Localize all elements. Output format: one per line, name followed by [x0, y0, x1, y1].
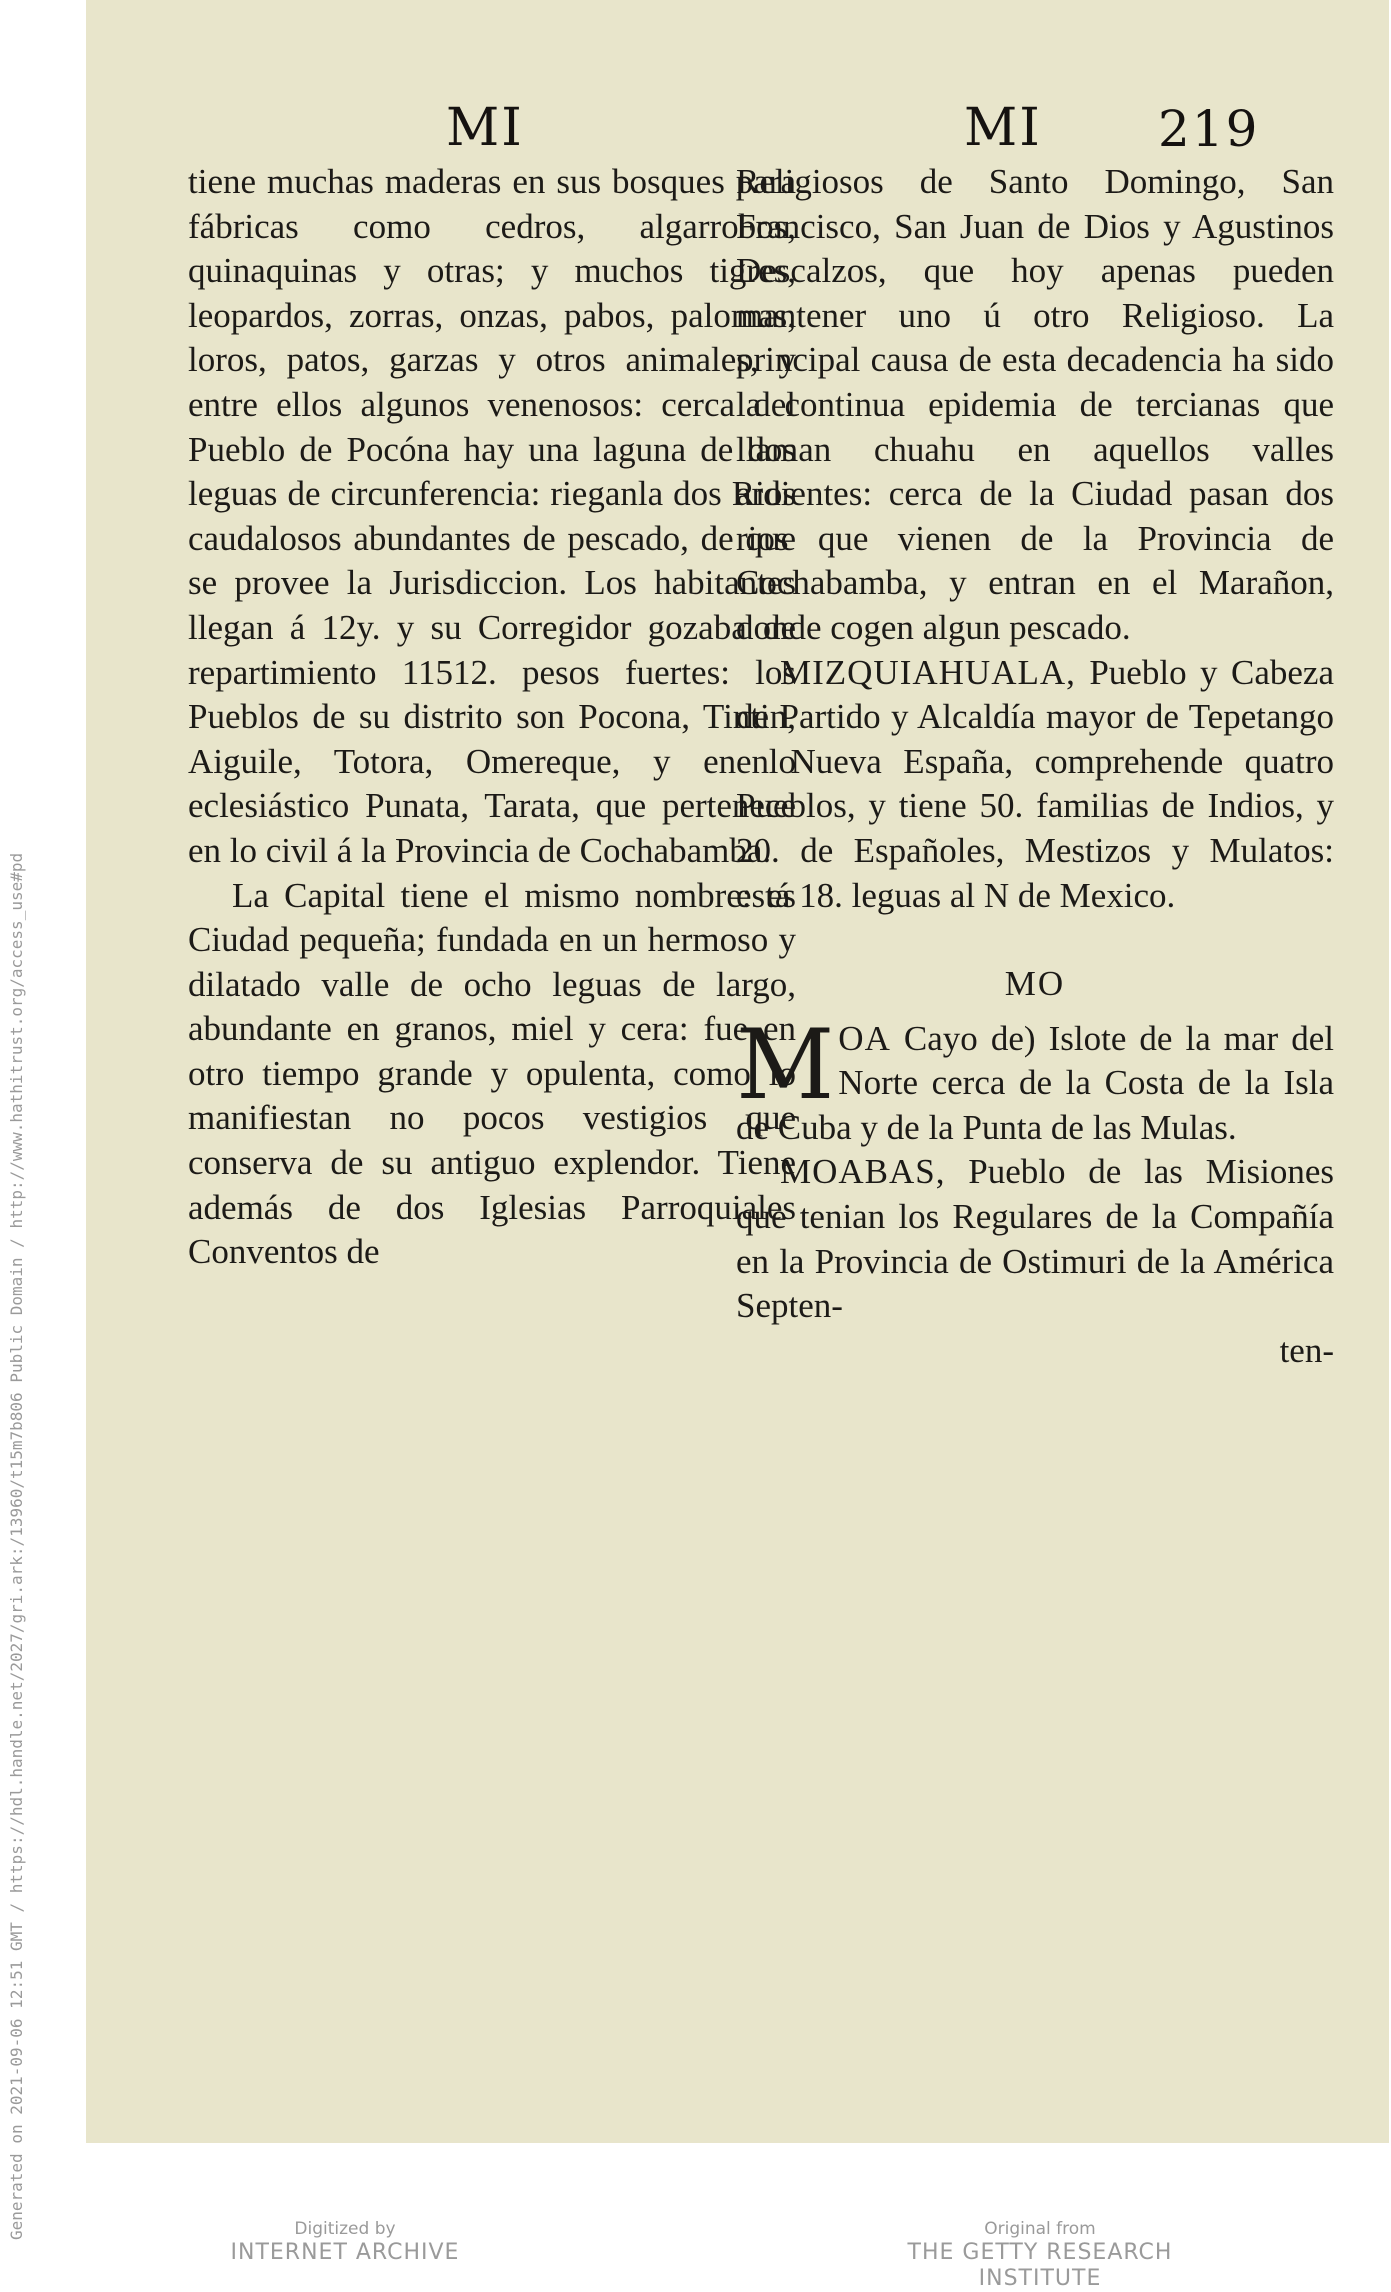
footer-getty: THE GETTY RESEARCH INSTITUTE — [907, 2240, 1173, 2291]
drop-cap-letter: M — [736, 1008, 835, 1121]
header-left-title: MI — [446, 98, 524, 158]
footer-digitized-by — [230, 2218, 460, 2266]
header-right-title: MI — [964, 98, 1042, 158]
entry-moabas-body: Pueblo de las Misiones que tenian los Regulares de la Compañía en la Provincia de Ostimuri de la América Septen- — [736, 1152, 1334, 1326]
footer-internet-archive: INTERNET ARCHIVE — [230, 2240, 460, 2265]
entry-mizquiahuala-head: MIZQUIAHUALA, — [780, 652, 1076, 692]
hathitrust-margin-stamp — [6, 852, 56, 2240]
entry-moabas — [736, 1150, 1334, 1328]
footer-original-label: Original from — [984, 2219, 1096, 2239]
entry-moa-body: Cayo de) Islote de la mar del Norte cerca de la Costa de la Isla de Cuba y de la Punta de las Mulas. — [736, 1018, 1335, 1147]
section-heading-mo: MO — [1004, 964, 1066, 1004]
entry-moa-head: OA — [838, 1018, 891, 1058]
running-header — [86, 98, 1389, 168]
scanned-page — [86, 0, 1389, 2143]
right-paragraph-1: Religiosos de Santo Domingo, San Francisco, San Juan de Dios y Agustinos Descalzos, que hoy apenas pueden mantener uno ú otro Religioso. La principal causa de esta decadencia ha sido la continua epidemia de tercianas que llaman chuahu en aquellos valles ardientes: cerca de la Ciudad pasan dos rios que vienen de la Provincia de Cochabamba, y entran en el Marañon, donde cogen algun pescado. — [736, 162, 1334, 647]
catchword: ten- — [1279, 1330, 1334, 1370]
margin-stamp-text: Generated on 2021-09-06 12:51 GMT / https://hdl.handle.net/2027/gri.ark:/13960/t15m7b806 Public Domain / http://www.hathitrust.org/access_use#pd — [7, 852, 26, 2240]
footer-original-from — [850, 2218, 1230, 2292]
left-paragraph-1: tiene muchas maderas en sus bosques para fábricas como cedros, algarrobos, quinaquinas y otras; y muchos tigres, leopardos, zorras, onzas, pabos, palomas, loros, patos, garzas y otros animales, y entre ellos algunos venenosos: cerca del Pueblo de Pocóna hay una laguna de dos leguas de circunferencia: rieganla dos Rios caudalosos abundantes de pescado, de que se provee la Jurisdiccion. Los habitantes llegan á 12y. y su Corregidor gozaba de repartimiento 11512. pesos fuertes: los Pueblos de su distrito son Pocona, Tintin, Aiguile, Totora, Omereque, y en lo eclesiástico Punata, Tarata, que pertenece en lo civil á la Provincia de Cochabamba. — [188, 162, 796, 870]
entry-mizquiahuala-body: Pueblo y Cabeza de Partido y Alcaldía mayor de Tepetango en Nueva España, comprehende quatro Pueblos, y tiene 50. familias de Indios, y 20. de Españoles, Mestizos y Mulatos: está 18. leguas al N de Mexico. — [736, 652, 1334, 915]
left-paragraph-2: La Capital tiene el mismo nombre: es Ciudad pequeña; fundada en un hermoso y dilatado valle de ocho leguas de largo, abundante en granos, miel y cera: fue en otro tiempo grande y opulenta, como lo manifiestan no pocos vestigios que conserva de su antiguo explendor. Tiene además de dos Iglesias Parroquiales Conventos de — [188, 875, 796, 1272]
right-column — [736, 160, 1334, 1373]
entry-moabas-head: MOABAS, — [780, 1152, 946, 1192]
entry-moa — [736, 1008, 1335, 1151]
footer-digitized-label: Digitized by — [294, 2219, 396, 2239]
left-column — [188, 160, 796, 1275]
page-number: 219 — [1158, 100, 1260, 158]
entry-mizquiahuala — [736, 651, 1334, 919]
